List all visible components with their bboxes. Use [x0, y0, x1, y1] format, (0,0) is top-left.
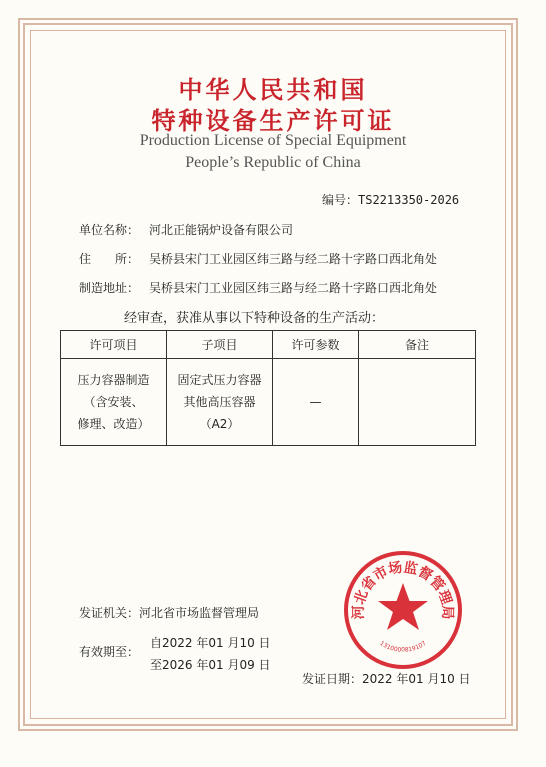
cell-note — [359, 359, 476, 446]
valid-label: 有效期至： — [79, 645, 140, 659]
cell-item — [61, 359, 167, 446]
unit-name-row — [79, 221, 293, 238]
mfg-address-label: 制造地址： — [79, 281, 140, 295]
valid-from: 自2022 年01 月10 日 — [150, 636, 271, 650]
official-seal-icon — [342, 549, 464, 671]
subitem-line: 其他高压容器 — [183, 395, 256, 409]
item-line: （含安装、 — [83, 395, 144, 409]
title-en-line2: People’s Republic of China — [185, 154, 361, 171]
header-item: 许可项目 — [61, 331, 167, 359]
cell-subitem — [167, 359, 273, 446]
header-note: 备注 — [359, 331, 476, 359]
address-row — [79, 250, 437, 267]
header-param: 许可参数 — [273, 331, 359, 359]
permit-table — [60, 330, 476, 446]
seal-text: 河北省市场监督管理局 — [350, 559, 456, 620]
issuer-label: 发证机关： — [79, 606, 140, 620]
item-line: 修理、改造） — [77, 417, 150, 431]
subitem-line: 固定式压力容器 — [177, 373, 262, 387]
issue-date: 发证日期：2022 年01 月10 日 — [302, 672, 471, 686]
cell-param: — — [273, 359, 359, 446]
table-row — [61, 359, 476, 446]
header-subitem: 子项目 — [167, 331, 273, 359]
address-label: 住 所： — [79, 252, 140, 266]
issuer-row — [79, 604, 259, 621]
mfg-address-row — [79, 279, 437, 296]
title-cn-line1: 中华人民共和国 — [178, 76, 368, 104]
title-en-line1: Production License of Special Equipment — [139, 132, 407, 149]
address-value: 吴桥县宋门工业园区纬三路与经二路十字路口西北角处 — [149, 252, 438, 266]
valid-to: 至2026 年01 月09 日 — [150, 658, 271, 672]
table-header-row — [61, 331, 476, 359]
issuer-value: 河北省市场监督管理局 — [139, 606, 260, 620]
item-line: 压力容器制造 — [77, 373, 150, 387]
unit-name-label: 单位名称： — [79, 223, 140, 237]
license-number: 编号：TS2213350-2026 — [322, 193, 460, 207]
mfg-address-value: 吴桥县宋门工业园区纬三路与经二路十字路口西北角处 — [149, 281, 438, 295]
unit-name-value: 河北正能锅炉设备有限公司 — [149, 223, 294, 237]
intro-text: 经审查，获准从事以下特种设备的生产活动： — [124, 311, 385, 326]
seal-star-icon — [378, 583, 428, 630]
subitem-line: （A2） — [199, 417, 240, 431]
seal-code: 1310000819107 — [378, 640, 428, 654]
title-cn-line2: 特种设备生产许可证 — [151, 107, 395, 135]
